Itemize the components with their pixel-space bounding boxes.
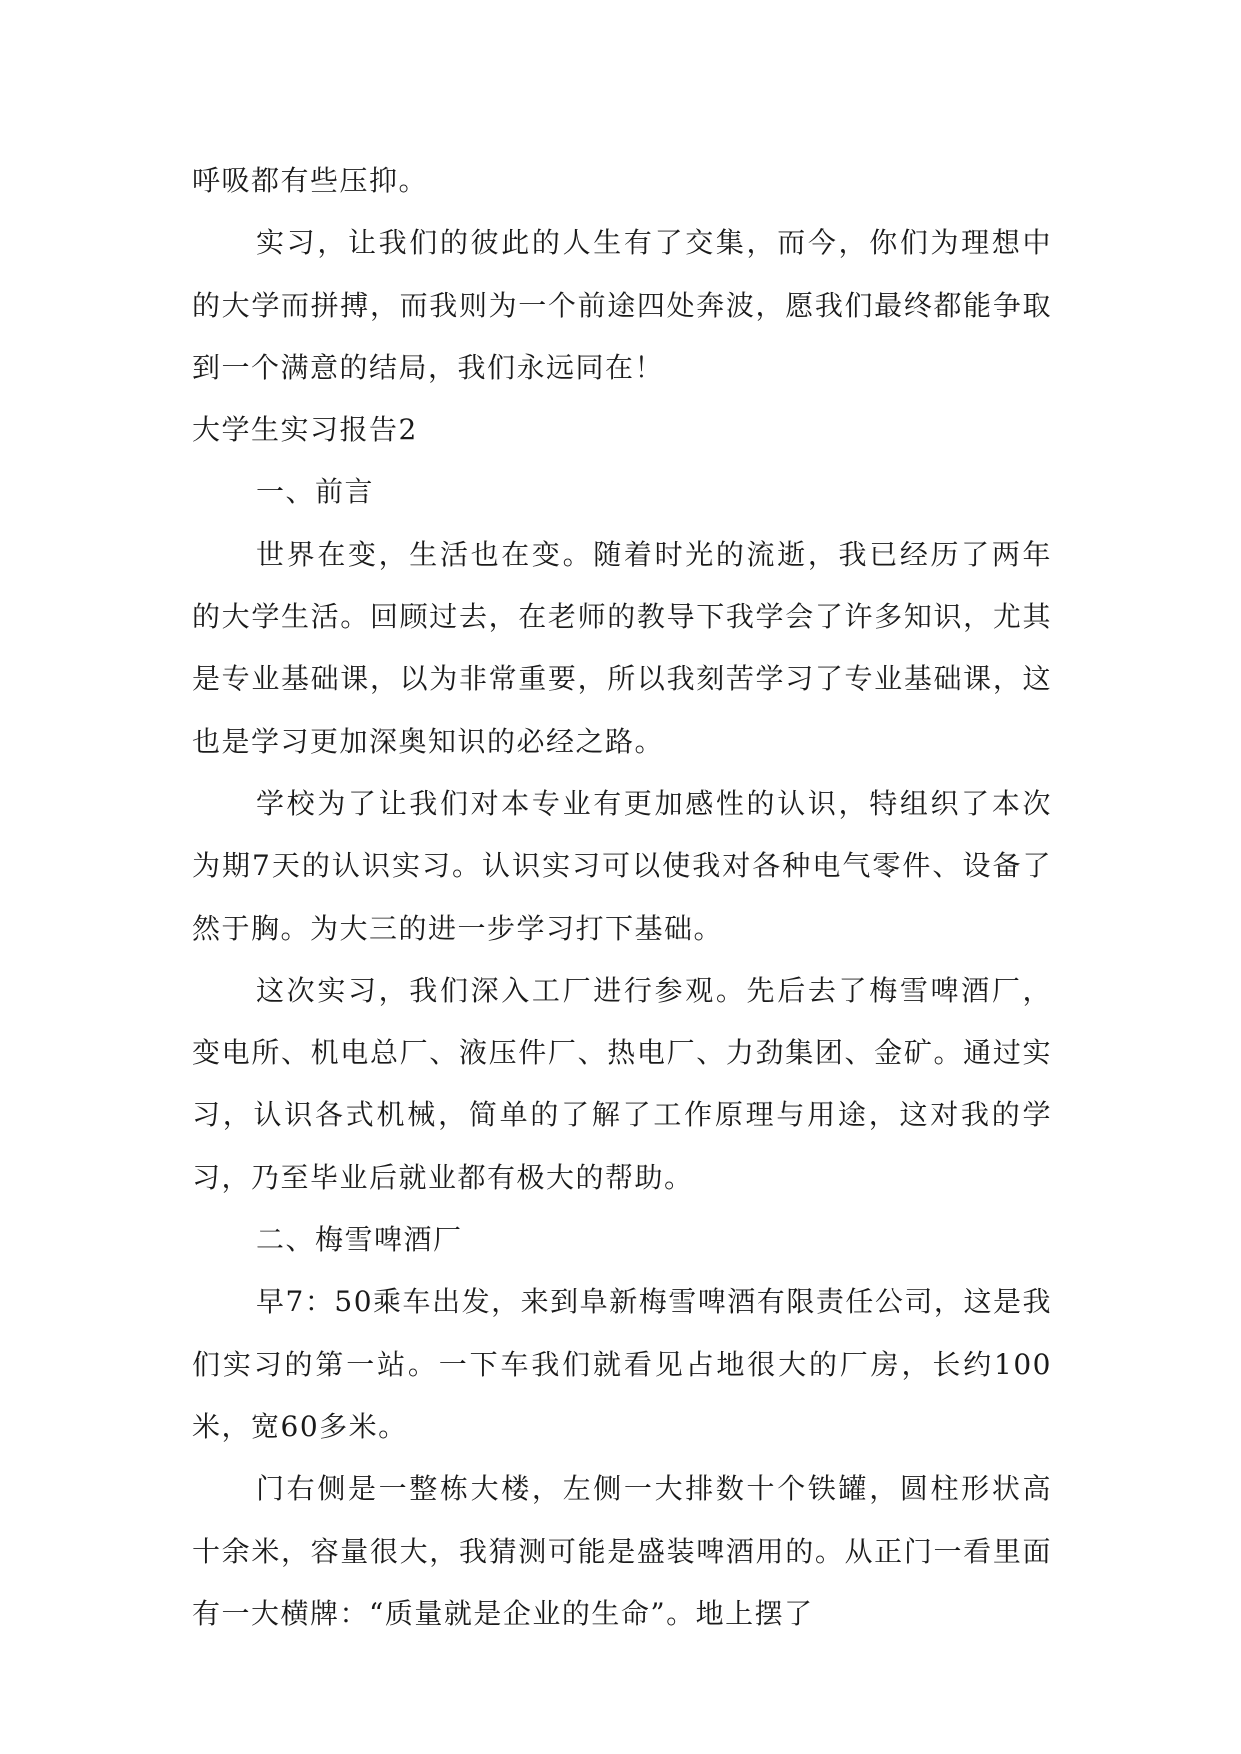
paragraph-factory-visits: 这次实习，我们深入工厂进行参观。先后去了梅雪啤酒厂，变电所、机电总厂、液压件厂、热电厂、力劲集团、金矿。通过实习，认识各式机械，简单的了解了工作原理与用途，这对我的学习，乃至毕业后就业都有极大的帮助。: [192, 973, 1052, 1194]
paragraph-continuation: 呼吸都有些压抑。: [192, 164, 429, 197]
paragraph-school-arrangement: 学校为了让我们对本专业有更加感性的认识，特组织了本次为期7天的认识实习。认识实习可以使我对各种电气零件、设备了然于胸。为大三的进一步学习打下基础。: [192, 786, 1052, 945]
section-heading-preface: 一、前言: [256, 475, 375, 509]
document-body: [192, 150, 1052, 1645]
section-heading-brewery: 二、梅雪啤酒厂: [256, 1223, 463, 1257]
report-title: 大学生实习报告2: [192, 413, 418, 447]
paragraph-factory-description: 门右侧是一整栋大楼，左侧一大排数十个铁罐，圆柱形状高十余米，容量很大，我猜测可能是盛装啤酒用的。从正门一看里面有一大横牌：“质量就是企业的生命”。地上摆了: [192, 1472, 1052, 1630]
paragraph-preface: 世界在变，生活也在变。随着时光的流逝，我已经历了两年的大学生活。回顾过去，在老师的教导下我学会了许多知识，尤其是专业基础课，以为非常重要，所以我刻苦学习了专业基础课，这也是学习更加深奥知识的必经之路。: [192, 537, 1052, 758]
paragraph-arrival: 早7：50乘车出发，来到阜新梅雪啤酒有限责任公司，这是我们实习的第一站。一下车我们就看见占地很大的厂房，长约100米，宽60多米。: [192, 1285, 1052, 1443]
paragraph-internship-reflection: 实习，让我们的彼此的人生有了交集，而今，你们为理想中的大学而拼搏，而我则为一个前途四处奔波，愿我们最终都能争取到一个满意的结局，我们永远同在！: [192, 226, 1052, 384]
